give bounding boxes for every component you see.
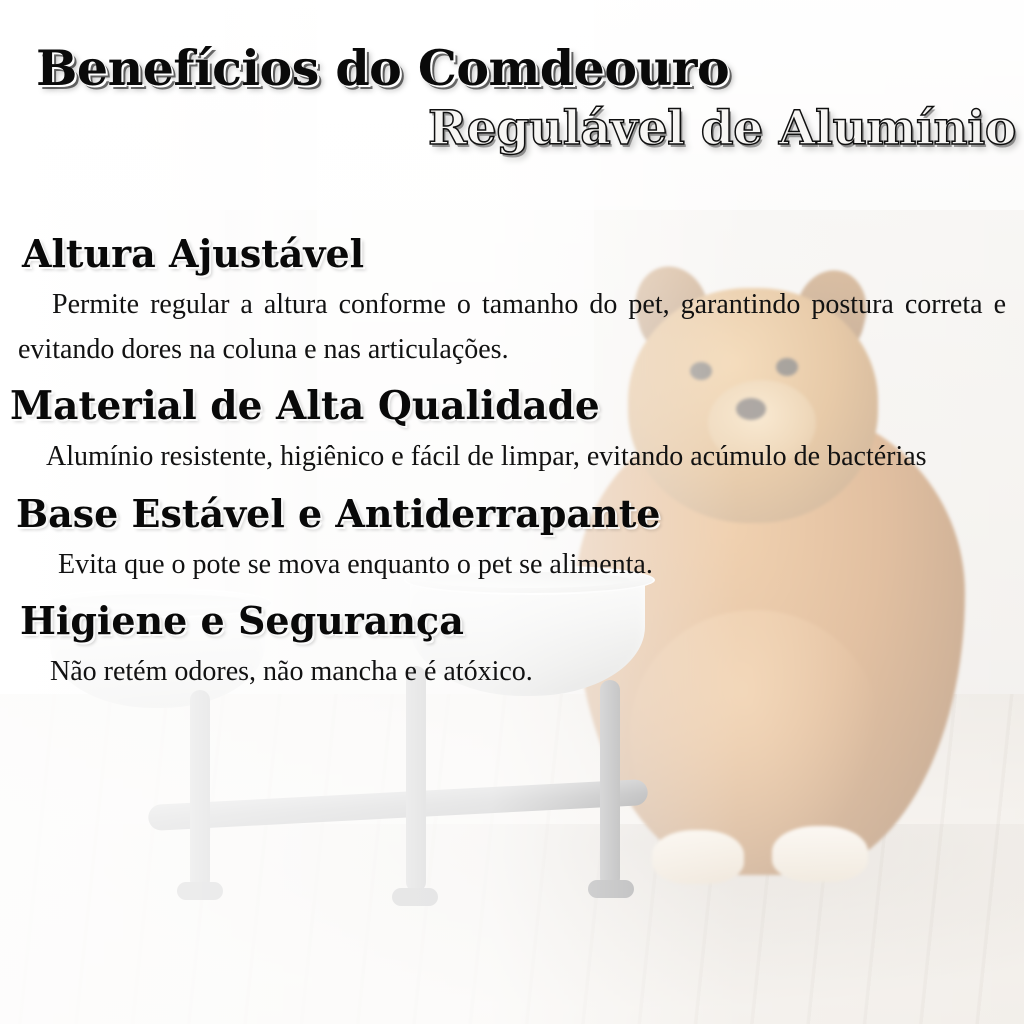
benefit-heading: Higiene e Segurança [20, 598, 464, 643]
benefit-section [0, 595, 1024, 694]
poster-title-line-2: Regulável de Alumínio [427, 101, 1016, 156]
benefit-body: Permite regular a altura conforme o tamanho do pet, garantindo postura correta e evitando dores na coluna e nas articulações. [18, 289, 1006, 365]
benefit-body: Evita que o pote se mova enquanto o pet se alimenta. [58, 549, 653, 580]
benefit-body: Alumínio resistente, higiênico e fácil de limpar, evitando acúmulo de bactérias [46, 441, 927, 472]
title-block [0, 38, 1024, 158]
poster-title-line-1: Benefícios do Comdeouro [36, 39, 730, 97]
benefits-list [0, 228, 1024, 702]
benefit-heading: Base Estável e Antiderrapante [16, 491, 661, 536]
benefit-section [0, 228, 1024, 372]
benefit-heading: Material de Alta Qualidade [10, 383, 600, 429]
benefit-heading: Altura Ajustável [22, 231, 365, 276]
benefit-section [0, 380, 1024, 480]
benefit-body: Não retém odores, não mancha e é atóxico. [50, 656, 533, 687]
benefit-section [0, 488, 1024, 587]
